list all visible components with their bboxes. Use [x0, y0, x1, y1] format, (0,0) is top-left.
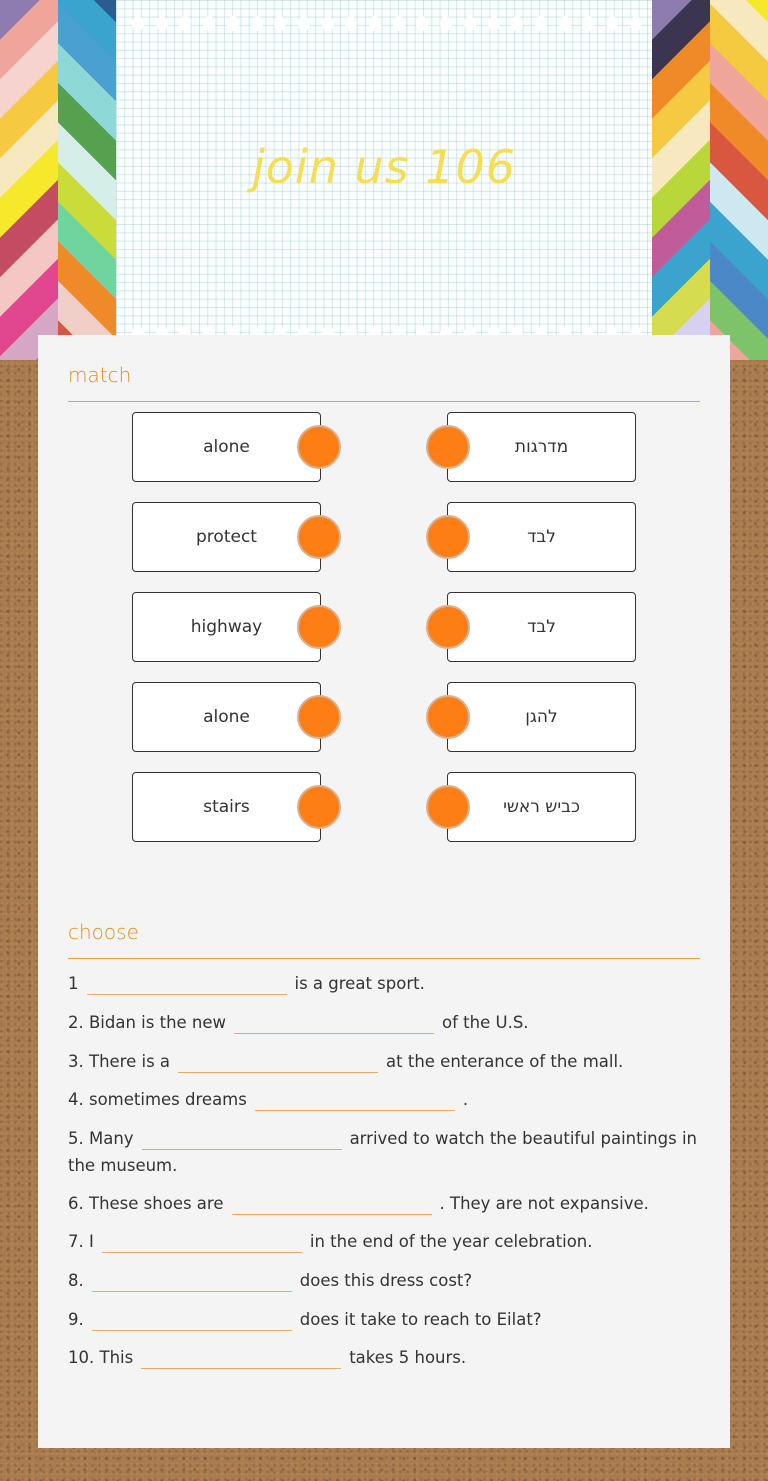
sentence-after-text: takes 5 hours. — [349, 1348, 467, 1367]
punch-hole — [559, 16, 571, 31]
connector-dot-right[interactable] — [426, 785, 470, 829]
punch-hole — [440, 16, 452, 31]
fill-in-sentence — [68, 1306, 708, 1333]
fill-in-sentence — [68, 1267, 708, 1294]
punch-hole — [179, 16, 191, 31]
punch-hole — [488, 16, 500, 31]
sentence-before-text: 9. — [68, 1310, 84, 1329]
match-heading: match — [68, 363, 132, 387]
connector-dot-right[interactable] — [426, 425, 470, 469]
page-title: join us 106 — [251, 140, 517, 194]
sentence-before-text: 2. Bidan is the new — [68, 1013, 227, 1032]
connector-dot-right[interactable] — [426, 695, 470, 739]
choose-heading: choose — [68, 920, 139, 944]
punch-hole — [369, 16, 381, 31]
match-item-left[interactable]: protect — [132, 502, 321, 572]
worksheet-panel — [38, 335, 730, 1448]
sentence-after-text: arrived to watch the beautiful paintings in the museum. — [68, 1129, 697, 1175]
punch-hole — [251, 16, 263, 31]
match-item-left[interactable]: highway — [132, 592, 321, 662]
punch-hole — [156, 16, 168, 31]
fill-in-sentence — [68, 1048, 708, 1075]
answer-blank-input[interactable] — [255, 1089, 455, 1111]
sentence-before-text: 4. sometimes dreams — [68, 1090, 247, 1109]
fill-in-sentence — [68, 1228, 708, 1255]
answer-blank-input[interactable] — [92, 1270, 292, 1292]
match-item-left[interactable]: alone — [132, 412, 321, 482]
sentence-before-text: 3. There is a — [68, 1052, 171, 1071]
punch-hole — [203, 16, 215, 31]
fill-in-sentence — [68, 970, 708, 997]
punch-hole — [606, 16, 618, 31]
sentence-before-text: 10. This — [68, 1348, 134, 1367]
connector-dot-left[interactable] — [297, 515, 341, 559]
sentence-after-text: in the end of the year celebration. — [309, 1232, 593, 1251]
sentence-after-text: at the enterance of the mall. — [386, 1052, 624, 1071]
match-divider — [68, 401, 700, 402]
punch-hole — [582, 16, 594, 31]
answer-blank-input[interactable] — [234, 1012, 434, 1034]
answer-blank-input[interactable] — [178, 1051, 378, 1073]
chevron-pattern-right — [652, 0, 768, 360]
fill-in-sentence — [68, 1009, 708, 1036]
choose-divider — [68, 958, 700, 959]
punch-holes-top — [132, 16, 642, 30]
punch-hole — [535, 16, 547, 31]
punch-hole — [274, 16, 286, 31]
punch-hole — [464, 16, 476, 31]
sentence-before-text: 5. Many — [68, 1129, 134, 1148]
match-item-left[interactable]: alone — [132, 682, 321, 752]
match-item-right[interactable]: להגן — [447, 682, 636, 752]
match-item-right[interactable]: מדרגות — [447, 412, 636, 482]
sentence-after-text: of the U.S. — [442, 1013, 529, 1032]
sentence-after-text: does it take to reach to Eilat? — [299, 1310, 542, 1329]
punch-hole — [393, 16, 405, 31]
chevron-pattern-left — [0, 0, 116, 360]
fill-in-sentence — [68, 1344, 708, 1371]
match-item-right[interactable]: כביש ראשי — [447, 772, 636, 842]
worksheet-header — [0, 0, 768, 360]
fill-in-sentence — [68, 1086, 708, 1113]
punch-hole — [511, 16, 523, 31]
answer-blank-input[interactable] — [102, 1231, 302, 1253]
match-item-right[interactable]: לבד — [447, 592, 636, 662]
match-item-right[interactable]: לבד — [447, 502, 636, 572]
answer-blank-input[interactable] — [232, 1193, 432, 1215]
punch-hole — [298, 16, 310, 31]
connector-dot-right[interactable] — [426, 605, 470, 649]
fill-in-sentence — [68, 1125, 708, 1179]
answer-blank-input[interactable] — [142, 1128, 342, 1150]
connector-dot-left[interactable] — [297, 425, 341, 469]
answer-blank-input[interactable] — [92, 1309, 292, 1331]
sentence-before-text: 7. I — [68, 1232, 94, 1251]
punch-hole — [322, 16, 334, 31]
punch-hole — [132, 16, 144, 31]
sentence-before-text: 8. — [68, 1271, 84, 1290]
sentence-before-text: 1 — [68, 974, 79, 993]
connector-dot-right[interactable] — [426, 515, 470, 559]
sentence-after-text: . They are not expansive. — [439, 1194, 649, 1213]
match-item-left[interactable]: stairs — [132, 772, 321, 842]
sentence-before-text: 6. These shoes are — [68, 1194, 224, 1213]
punch-hole — [416, 16, 428, 31]
answer-blank-input[interactable] — [87, 973, 287, 995]
punch-hole — [227, 16, 239, 31]
connector-dot-left[interactable] — [297, 785, 341, 829]
answer-blank-input[interactable] — [141, 1347, 341, 1369]
punch-hole — [345, 16, 357, 31]
sentence-after-text: . — [462, 1090, 469, 1109]
fill-in-sentence — [68, 1190, 708, 1217]
connector-dot-left[interactable] — [297, 605, 341, 649]
punch-hole — [630, 16, 642, 31]
sentence-after-text: does this dress cost? — [299, 1271, 473, 1290]
sentence-after-text: is a great sport. — [294, 974, 425, 993]
connector-dot-left[interactable] — [297, 695, 341, 739]
